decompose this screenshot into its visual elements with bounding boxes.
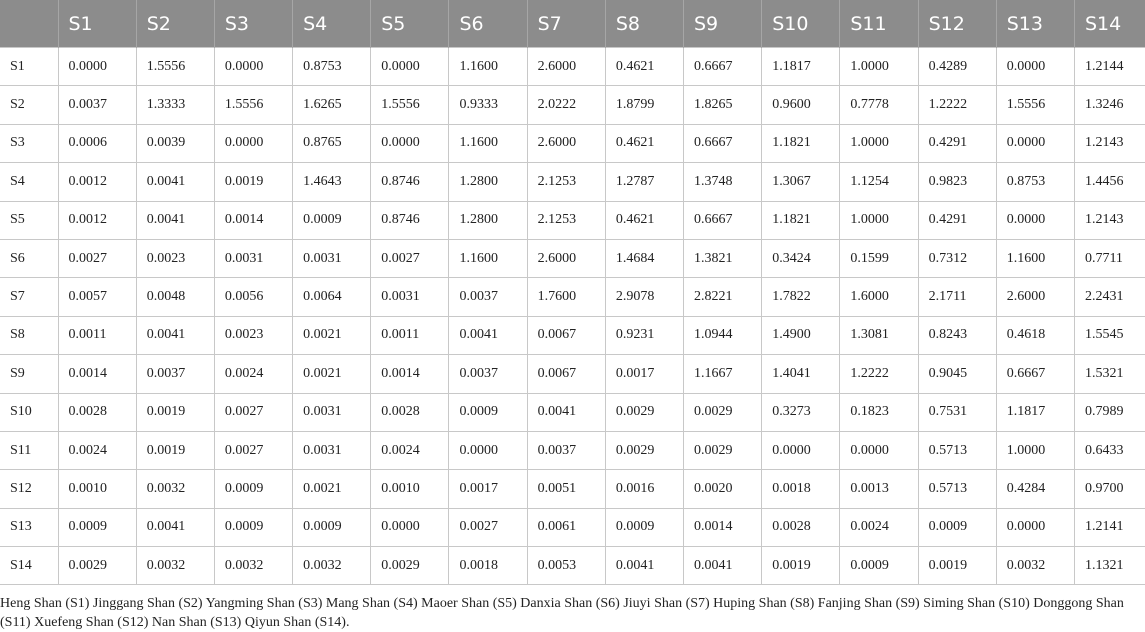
table-cell: 0.0019: [214, 163, 292, 201]
table-cell: 1.5556: [996, 86, 1074, 124]
table-cell: 0.0032: [293, 547, 371, 585]
row-header-cell: S4: [0, 163, 58, 201]
table-cell: 0.0031: [371, 278, 449, 316]
table-cell: 0.0037: [449, 355, 527, 393]
row-header-cell: S11: [0, 431, 58, 469]
table-cell: 1.5556: [136, 48, 214, 86]
table-cell: 0.0031: [293, 431, 371, 469]
column-header: S2: [136, 0, 214, 48]
row-header-cell: S14: [0, 547, 58, 585]
header-corner-cell: [0, 0, 58, 48]
table-cell: 2.8221: [684, 278, 762, 316]
table-cell: 1.2222: [918, 86, 996, 124]
row-header-cell: S9: [0, 355, 58, 393]
table-row: [0, 278, 1145, 316]
table-cell: 0.1599: [840, 239, 918, 277]
column-header: S3: [214, 0, 292, 48]
table-cell: 1.1600: [449, 239, 527, 277]
table-cell: 0.0037: [527, 431, 605, 469]
table-cell: 1.2787: [605, 163, 683, 201]
table-row: [0, 163, 1145, 201]
table-cell: 1.3748: [684, 163, 762, 201]
table-cell: 0.4621: [605, 124, 683, 162]
table-cell: 0.4291: [918, 124, 996, 162]
table-cell: 0.0041: [605, 547, 683, 585]
table-cell: 0.0027: [214, 393, 292, 431]
table-cell: 1.3081: [840, 316, 918, 354]
table-cell: 0.0019: [762, 547, 840, 585]
table-cell: 2.6000: [996, 278, 1074, 316]
table-cell: 1.2222: [840, 355, 918, 393]
table-header-row: [0, 0, 1145, 48]
table-cell: 0.9600: [762, 86, 840, 124]
table-cell: 0.4289: [918, 48, 996, 86]
table-cell: 0.0000: [996, 124, 1074, 162]
table-cell: 0.0037: [58, 86, 136, 124]
row-header-cell: S3: [0, 124, 58, 162]
table-cell: 0.0016: [605, 470, 683, 508]
table-row: [0, 431, 1145, 469]
table-cell: 0.0011: [58, 316, 136, 354]
table-cell: 1.5545: [1074, 316, 1145, 354]
table-cell: 1.2800: [449, 201, 527, 239]
row-header-cell: S2: [0, 86, 58, 124]
table-cell: 0.0014: [214, 201, 292, 239]
column-header: S1: [58, 0, 136, 48]
table-cell: 0.0011: [371, 316, 449, 354]
column-header: S6: [449, 0, 527, 48]
table-cell: 1.7600: [527, 278, 605, 316]
table-cell: 0.6433: [1074, 431, 1145, 469]
table-cell: 1.0000: [996, 431, 1074, 469]
table-footnote: Heng Shan (S1) Jinggang Shan (S2) Yangming Shan (S3) Mang Shan (S4) Maoer Shan (S5) Danxia Shan (S6) Jiuyi Shan (S7) Huping Shan (S8) Fanjing Shan (S9) Siming Shan (S10) Donggong Shan (S11) Xuefeng Shan (S12) Nan Shan (S13) Qiyun Shan (S14).: [0, 596, 1124, 630]
column-header: S5: [371, 0, 449, 48]
table-cell: 0.0000: [371, 508, 449, 546]
table-cell: 0.7711: [1074, 239, 1145, 277]
table-cell: 0.0010: [58, 470, 136, 508]
table-cell: 1.1321: [1074, 547, 1145, 585]
row-header-cell: S5: [0, 201, 58, 239]
table-row: [0, 547, 1145, 585]
table-cell: 0.0031: [214, 239, 292, 277]
table-cell: 0.0023: [136, 239, 214, 277]
table-cell: 1.0000: [840, 201, 918, 239]
table-cell: 0.0067: [527, 316, 605, 354]
table-cell: 0.0017: [605, 355, 683, 393]
table-cell: 0.6667: [684, 201, 762, 239]
table-cell: 0.9700: [1074, 470, 1145, 508]
column-header: S8: [605, 0, 683, 48]
table-cell: 0.0014: [684, 508, 762, 546]
table-row: [0, 86, 1145, 124]
table-cell: 0.0009: [214, 470, 292, 508]
table-cell: 0.0041: [684, 547, 762, 585]
table-cell: 0.0006: [58, 124, 136, 162]
table-cell: 0.0029: [605, 393, 683, 431]
table-cell: 0.4621: [605, 48, 683, 86]
table-row: [0, 393, 1145, 431]
table-body: [0, 48, 1145, 585]
table-cell: 0.0000: [449, 431, 527, 469]
table-cell: 0.0024: [840, 508, 918, 546]
table-row: [0, 316, 1145, 354]
column-header: S4: [293, 0, 371, 48]
column-header: S13: [996, 0, 1074, 48]
table-cell: 1.1821: [762, 124, 840, 162]
table-cell: 2.1253: [527, 163, 605, 201]
table-cell: 0.8753: [293, 48, 371, 86]
table-cell: 0.0009: [840, 547, 918, 585]
table-cell: 0.0057: [58, 278, 136, 316]
table-cell: 0.0024: [371, 431, 449, 469]
row-header-cell: S12: [0, 470, 58, 508]
table-cell: 1.7822: [762, 278, 840, 316]
row-header-cell: S7: [0, 278, 58, 316]
table-cell: 1.3067: [762, 163, 840, 201]
table-cell: 0.0014: [58, 355, 136, 393]
table-cell: 0.0018: [449, 547, 527, 585]
table-cell: 0.0041: [136, 508, 214, 546]
table-cell: 0.0024: [58, 431, 136, 469]
table-row: [0, 201, 1145, 239]
table-cell: 0.6667: [684, 48, 762, 86]
table-cell: 0.0019: [136, 393, 214, 431]
table-cell: 1.2144: [1074, 48, 1145, 86]
table-cell: 0.0014: [371, 355, 449, 393]
table-cell: 1.1254: [840, 163, 918, 201]
table-cell: 0.0041: [527, 393, 605, 431]
table-cell: 2.2431: [1074, 278, 1145, 316]
table-cell: 0.0009: [605, 508, 683, 546]
table-cell: 0.0048: [136, 278, 214, 316]
table-cell: 2.1711: [918, 278, 996, 316]
table-cell: 0.4621: [605, 201, 683, 239]
table-cell: 1.1817: [996, 393, 1074, 431]
table-cell: 0.0009: [918, 508, 996, 546]
table-cell: 0.8243: [918, 316, 996, 354]
table-row: [0, 470, 1145, 508]
column-header: S7: [527, 0, 605, 48]
table-cell: 0.0029: [684, 393, 762, 431]
table-cell: 0.0012: [58, 201, 136, 239]
table-cell: 1.4041: [762, 355, 840, 393]
table-cell: 0.0031: [293, 393, 371, 431]
table-cell: 0.0020: [684, 470, 762, 508]
table-cell: 0.4291: [918, 201, 996, 239]
table-cell: 0.0041: [136, 163, 214, 201]
table-cell: 1.4900: [762, 316, 840, 354]
table-cell: 0.0029: [58, 547, 136, 585]
column-header: S10: [762, 0, 840, 48]
table-cell: 0.0000: [996, 508, 1074, 546]
table-cell: 0.0000: [840, 431, 918, 469]
table-cell: 1.6000: [840, 278, 918, 316]
table-cell: 0.0009: [293, 508, 371, 546]
table-cell: 0.0009: [58, 508, 136, 546]
table-cell: 0.8746: [371, 163, 449, 201]
table-cell: 0.9231: [605, 316, 683, 354]
table-cell: 0.0051: [527, 470, 605, 508]
table-cell: 0.0000: [371, 48, 449, 86]
row-header-cell: S1: [0, 48, 58, 86]
table-cell: 0.0018: [762, 470, 840, 508]
table-cell: 0.0028: [371, 393, 449, 431]
table-cell: 0.8765: [293, 124, 371, 162]
table-cell: 1.1600: [449, 48, 527, 86]
table-cell: 0.0010: [371, 470, 449, 508]
table-cell: 0.5713: [918, 431, 996, 469]
table-cell: 0.0064: [293, 278, 371, 316]
table-cell: 1.4643: [293, 163, 371, 201]
table-cell: 1.6265: [293, 86, 371, 124]
table-cell: 0.0000: [996, 48, 1074, 86]
table-cell: 0.0000: [214, 48, 292, 86]
row-header-cell: S13: [0, 508, 58, 546]
table-cell: 1.1817: [762, 48, 840, 86]
table-cell: 1.5556: [214, 86, 292, 124]
table-cell: 0.4618: [996, 316, 1074, 354]
table-cell: 2.6000: [527, 239, 605, 277]
table-cell: 0.0019: [918, 547, 996, 585]
table-cell: 1.0944: [684, 316, 762, 354]
table-cell: 0.0027: [371, 239, 449, 277]
table-cell: 0.0009: [293, 201, 371, 239]
table-cell: 0.0009: [214, 508, 292, 546]
table-cell: 0.0000: [762, 431, 840, 469]
table-cell: 2.0222: [527, 86, 605, 124]
table-cell: 1.4456: [1074, 163, 1145, 201]
table-cell: 0.0061: [527, 508, 605, 546]
table-cell: 0.0039: [136, 124, 214, 162]
table-row: [0, 124, 1145, 162]
table-cell: 1.4684: [605, 239, 683, 277]
table-cell: 1.2800: [449, 163, 527, 201]
table-cell: 0.0017: [449, 470, 527, 508]
table-cell: 0.7531: [918, 393, 996, 431]
table-cell: 2.9078: [605, 278, 683, 316]
table-cell: 0.0037: [449, 278, 527, 316]
column-header: S14: [1074, 0, 1145, 48]
table-cell: 1.3333: [136, 86, 214, 124]
table-cell: 1.2143: [1074, 201, 1145, 239]
table-cell: 0.0067: [527, 355, 605, 393]
table-cell: 0.0029: [684, 431, 762, 469]
table-row: [0, 239, 1145, 277]
row-header-cell: S6: [0, 239, 58, 277]
table-cell: 0.0029: [605, 431, 683, 469]
table-cell: 0.7312: [918, 239, 996, 277]
table-cell: 1.2141: [1074, 508, 1145, 546]
table-cell: 0.7989: [1074, 393, 1145, 431]
table-cell: 0.0032: [996, 547, 1074, 585]
table-cell: 2.6000: [527, 124, 605, 162]
table-cell: 0.0029: [371, 547, 449, 585]
table-cell: 0.0000: [996, 201, 1074, 239]
table-cell: 1.5556: [371, 86, 449, 124]
table-cell: 0.0032: [214, 547, 292, 585]
table-cell: 1.8799: [605, 86, 683, 124]
table-cell: 0.0053: [527, 547, 605, 585]
table-cell: 0.5713: [918, 470, 996, 508]
table-cell: 0.9333: [449, 86, 527, 124]
table-cell: 0.0024: [214, 355, 292, 393]
table-cell: 0.0021: [293, 470, 371, 508]
row-header-cell: S8: [0, 316, 58, 354]
table-cell: 0.0032: [136, 547, 214, 585]
table-cell: 1.1600: [996, 239, 1074, 277]
table-cell: 0.0009: [449, 393, 527, 431]
table-cell: 0.4284: [996, 470, 1074, 508]
table-cell: 1.3246: [1074, 86, 1145, 124]
table-cell: 1.5321: [1074, 355, 1145, 393]
table-cell: 2.6000: [527, 48, 605, 86]
table-cell: 0.6667: [996, 355, 1074, 393]
table-cell: 0.0021: [293, 355, 371, 393]
table-cell: 0.3273: [762, 393, 840, 431]
table-cell: 0.0032: [136, 470, 214, 508]
table-cell: 0.9045: [918, 355, 996, 393]
table-cell: 1.3821: [684, 239, 762, 277]
table-cell: 1.1667: [684, 355, 762, 393]
table-cell: 0.0021: [293, 316, 371, 354]
table-cell: 0.7778: [840, 86, 918, 124]
table-cell: 0.0000: [58, 48, 136, 86]
table-cell: 0.0031: [293, 239, 371, 277]
table-cell: 0.0027: [449, 508, 527, 546]
table-cell: 0.8746: [371, 201, 449, 239]
table-cell: 0.0023: [214, 316, 292, 354]
table-cell: 1.1600: [449, 124, 527, 162]
table-cell: 0.0019: [136, 431, 214, 469]
table-cell: 0.0000: [214, 124, 292, 162]
table-cell: 1.0000: [840, 124, 918, 162]
table-cell: 0.0037: [136, 355, 214, 393]
table-cell: 1.0000: [840, 48, 918, 86]
table-cell: 0.0012: [58, 163, 136, 201]
table-cell: 1.2143: [1074, 124, 1145, 162]
table-cell: 0.6667: [684, 124, 762, 162]
column-header: S11: [840, 0, 918, 48]
table-cell: 0.0000: [371, 124, 449, 162]
table-row: [0, 508, 1145, 546]
table-cell: 0.0028: [58, 393, 136, 431]
table-cell: 0.0041: [449, 316, 527, 354]
table-cell: 1.8265: [684, 86, 762, 124]
table-cell: 0.0056: [214, 278, 292, 316]
row-header-cell: S10: [0, 393, 58, 431]
table-cell: 1.1821: [762, 201, 840, 239]
table-cell: 0.0027: [214, 431, 292, 469]
table-cell: 0.8753: [996, 163, 1074, 201]
column-header: S12: [918, 0, 996, 48]
table-cell: 0.0041: [136, 316, 214, 354]
table-cell: 0.3424: [762, 239, 840, 277]
table-row: [0, 355, 1145, 393]
column-header: S9: [684, 0, 762, 48]
table-cell: 0.0041: [136, 201, 214, 239]
table-cell: 0.0013: [840, 470, 918, 508]
table-cell: 2.1253: [527, 201, 605, 239]
table-cell: 0.0027: [58, 239, 136, 277]
table-cell: 0.9823: [918, 163, 996, 201]
table-cell: 0.1823: [840, 393, 918, 431]
table-cell: 0.0028: [762, 508, 840, 546]
table-row: [0, 48, 1145, 86]
